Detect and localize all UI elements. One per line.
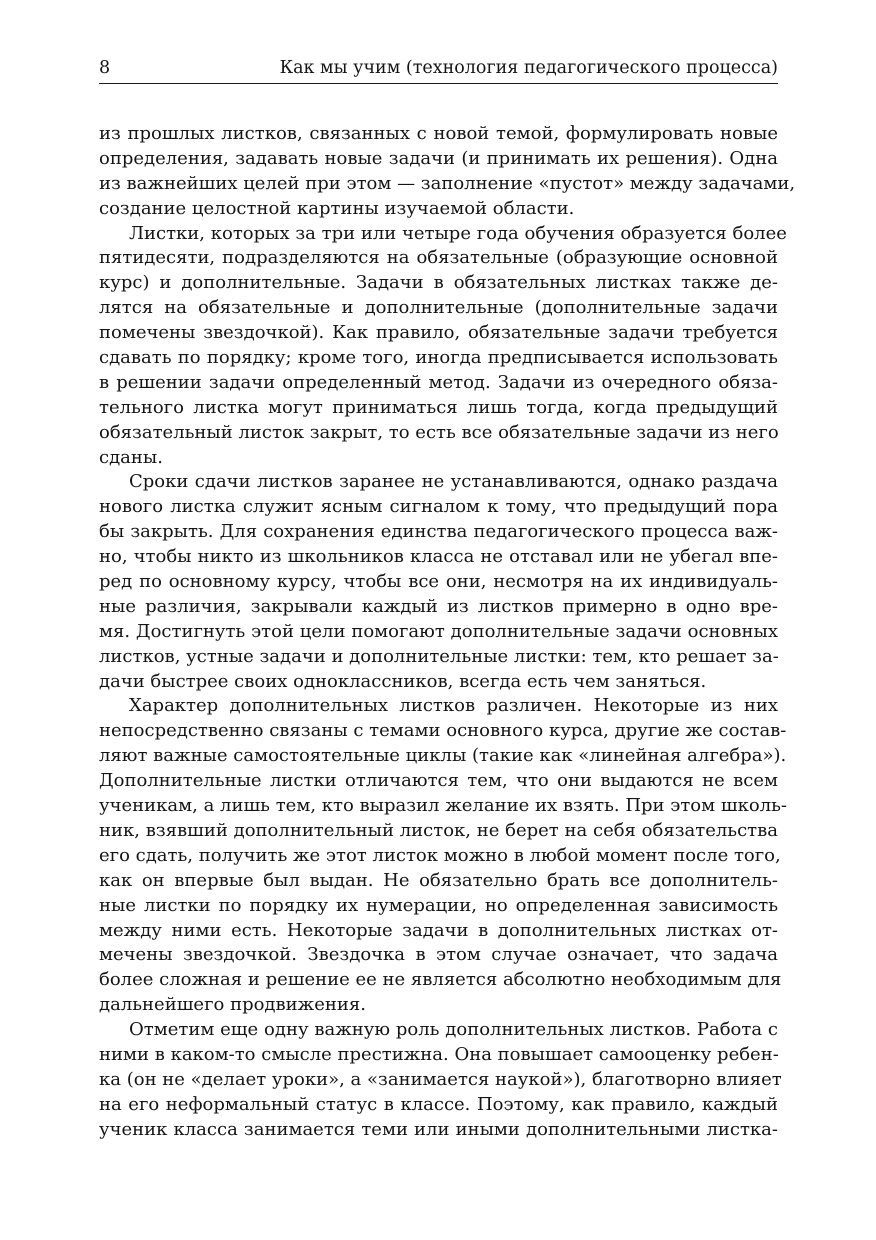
text-line: на его неформальный статус в классе. Поэтому, как правило, каждый (99, 1093, 778, 1115)
text-line: определения, задавать новые задачи (и принимать их решения). Одна (99, 147, 778, 169)
text-line: создание целостной картины изучаемой области. (99, 197, 575, 219)
text-line: Характер дополнительных листков различен. Некоторые из них (129, 695, 778, 717)
text-line: мя. Достигнуть этой цели помогают дополнительные задачи основных (99, 620, 778, 642)
text-line: ред по основному курсу, чтобы все они, несмотря на их индивидуаль- (99, 571, 778, 593)
text-line: пятидесяти, подразделяются на обязательные (образующие основной (99, 247, 778, 269)
text-line: более сложная и решение ее не является абсолютно необходимым для (99, 969, 782, 991)
text-line: в решении задачи определенный метод. Задачи из очередного обяза- (99, 371, 778, 393)
text-line: ные различия, закрывали каждый из листков примерно в одно вре- (99, 595, 778, 617)
text-line: ник, взявший дополнительный листок, не берет на себя обязательства (99, 819, 778, 841)
paragraph (99, 222, 787, 471)
body-text (99, 122, 796, 1143)
text-line: помечены звездочкой). Как правило, обязательные задачи требуется (99, 322, 778, 344)
text-line: между ними есть. Некоторые задачи в дополнительных листках от- (99, 919, 778, 941)
running-title: Как мы учим (технология педагогического процесса) (279, 58, 778, 78)
text-line: мечены звездочкой. Звездочка в этом случае означает, что задача (99, 944, 778, 966)
text-line: сданы. (99, 446, 163, 468)
text-line: непосредственно связаны с темами основного курса, другие же состав- (99, 720, 787, 742)
text-line: ученикам, а лишь тем, кто выразил желание их взять. При этом школь- (99, 795, 788, 817)
paragraph (99, 694, 788, 1018)
text-line: курс) и дополнительные. Задачи в обязательных листках также де- (99, 272, 778, 294)
text-line: бы закрыть. Для сохранения единства педагогического процесса важ- (99, 521, 778, 543)
text-line: дачи быстрее своих одноклассников, всегда есть чем заняться. (99, 670, 707, 692)
text-line: дальнейшего продвижения. (99, 994, 366, 1016)
text-line: из важнейших целей при этом — заполнение «пустот» между задачами, (99, 172, 796, 194)
paragraph (99, 1018, 782, 1142)
text-line: ними в каком-то смысле престижна. Она повышает самооценку ребен- (99, 1043, 779, 1065)
text-line: Отметим еще одну важную роль дополнительных листков. Работа с (129, 1019, 778, 1041)
text-line: нового листка служит ясным сигналом к тому, что предыдущий пора (99, 496, 778, 518)
text-line: Сроки сдачи листков заранее не устанавливаются, однако раздача (129, 471, 778, 493)
paragraph (99, 122, 796, 222)
text-line: как он впервые был выдан. Не обязательно брать все дополнитель- (99, 869, 778, 891)
text-line: лятся на обязательные и дополнительные (дополнительные задачи (99, 297, 778, 319)
page-number: 8 (99, 58, 111, 78)
text-line: ученик класса занимается теми или иными дополнительными листка- (99, 1118, 778, 1140)
text-line: ляют важные самостоятельные циклы (такие как «линейная алгебра»). (99, 745, 787, 767)
text-line: обязательный листок закрыт, то есть все обязательные задачи из него (99, 421, 779, 443)
text-line: ка (он не «делает уроки», а «занимается наукой»), благотворно влияет (99, 1068, 782, 1090)
text-line: из прошлых листков, связанных с новой темой, формулировать новые (99, 123, 778, 144)
text-line: Листки, которых за три или четыре года обучения образуется более (129, 222, 787, 244)
paragraph (99, 470, 778, 694)
text-line: тельного листка могут приниматься лишь тогда, когда предыдущий (99, 396, 778, 418)
page-header (99, 55, 778, 84)
text-line: Дополнительные листки отличаются тем, что они выдаются не всем (99, 770, 778, 792)
text-line: но, чтобы никто из школьников класса не отставал или не убегал впе- (99, 546, 778, 568)
text-line: его сдать, получить же этот листок можно в любой момент после того, (99, 844, 781, 866)
text-line: сдавать по порядку; кроме того, иногда предписывается использовать (99, 347, 778, 369)
text-line: листков, устные задачи и дополнительные листки: тем, кто решает за- (99, 645, 779, 667)
text-line: ные листки по порядку их нумерации, но определенная зависимость (99, 894, 778, 916)
